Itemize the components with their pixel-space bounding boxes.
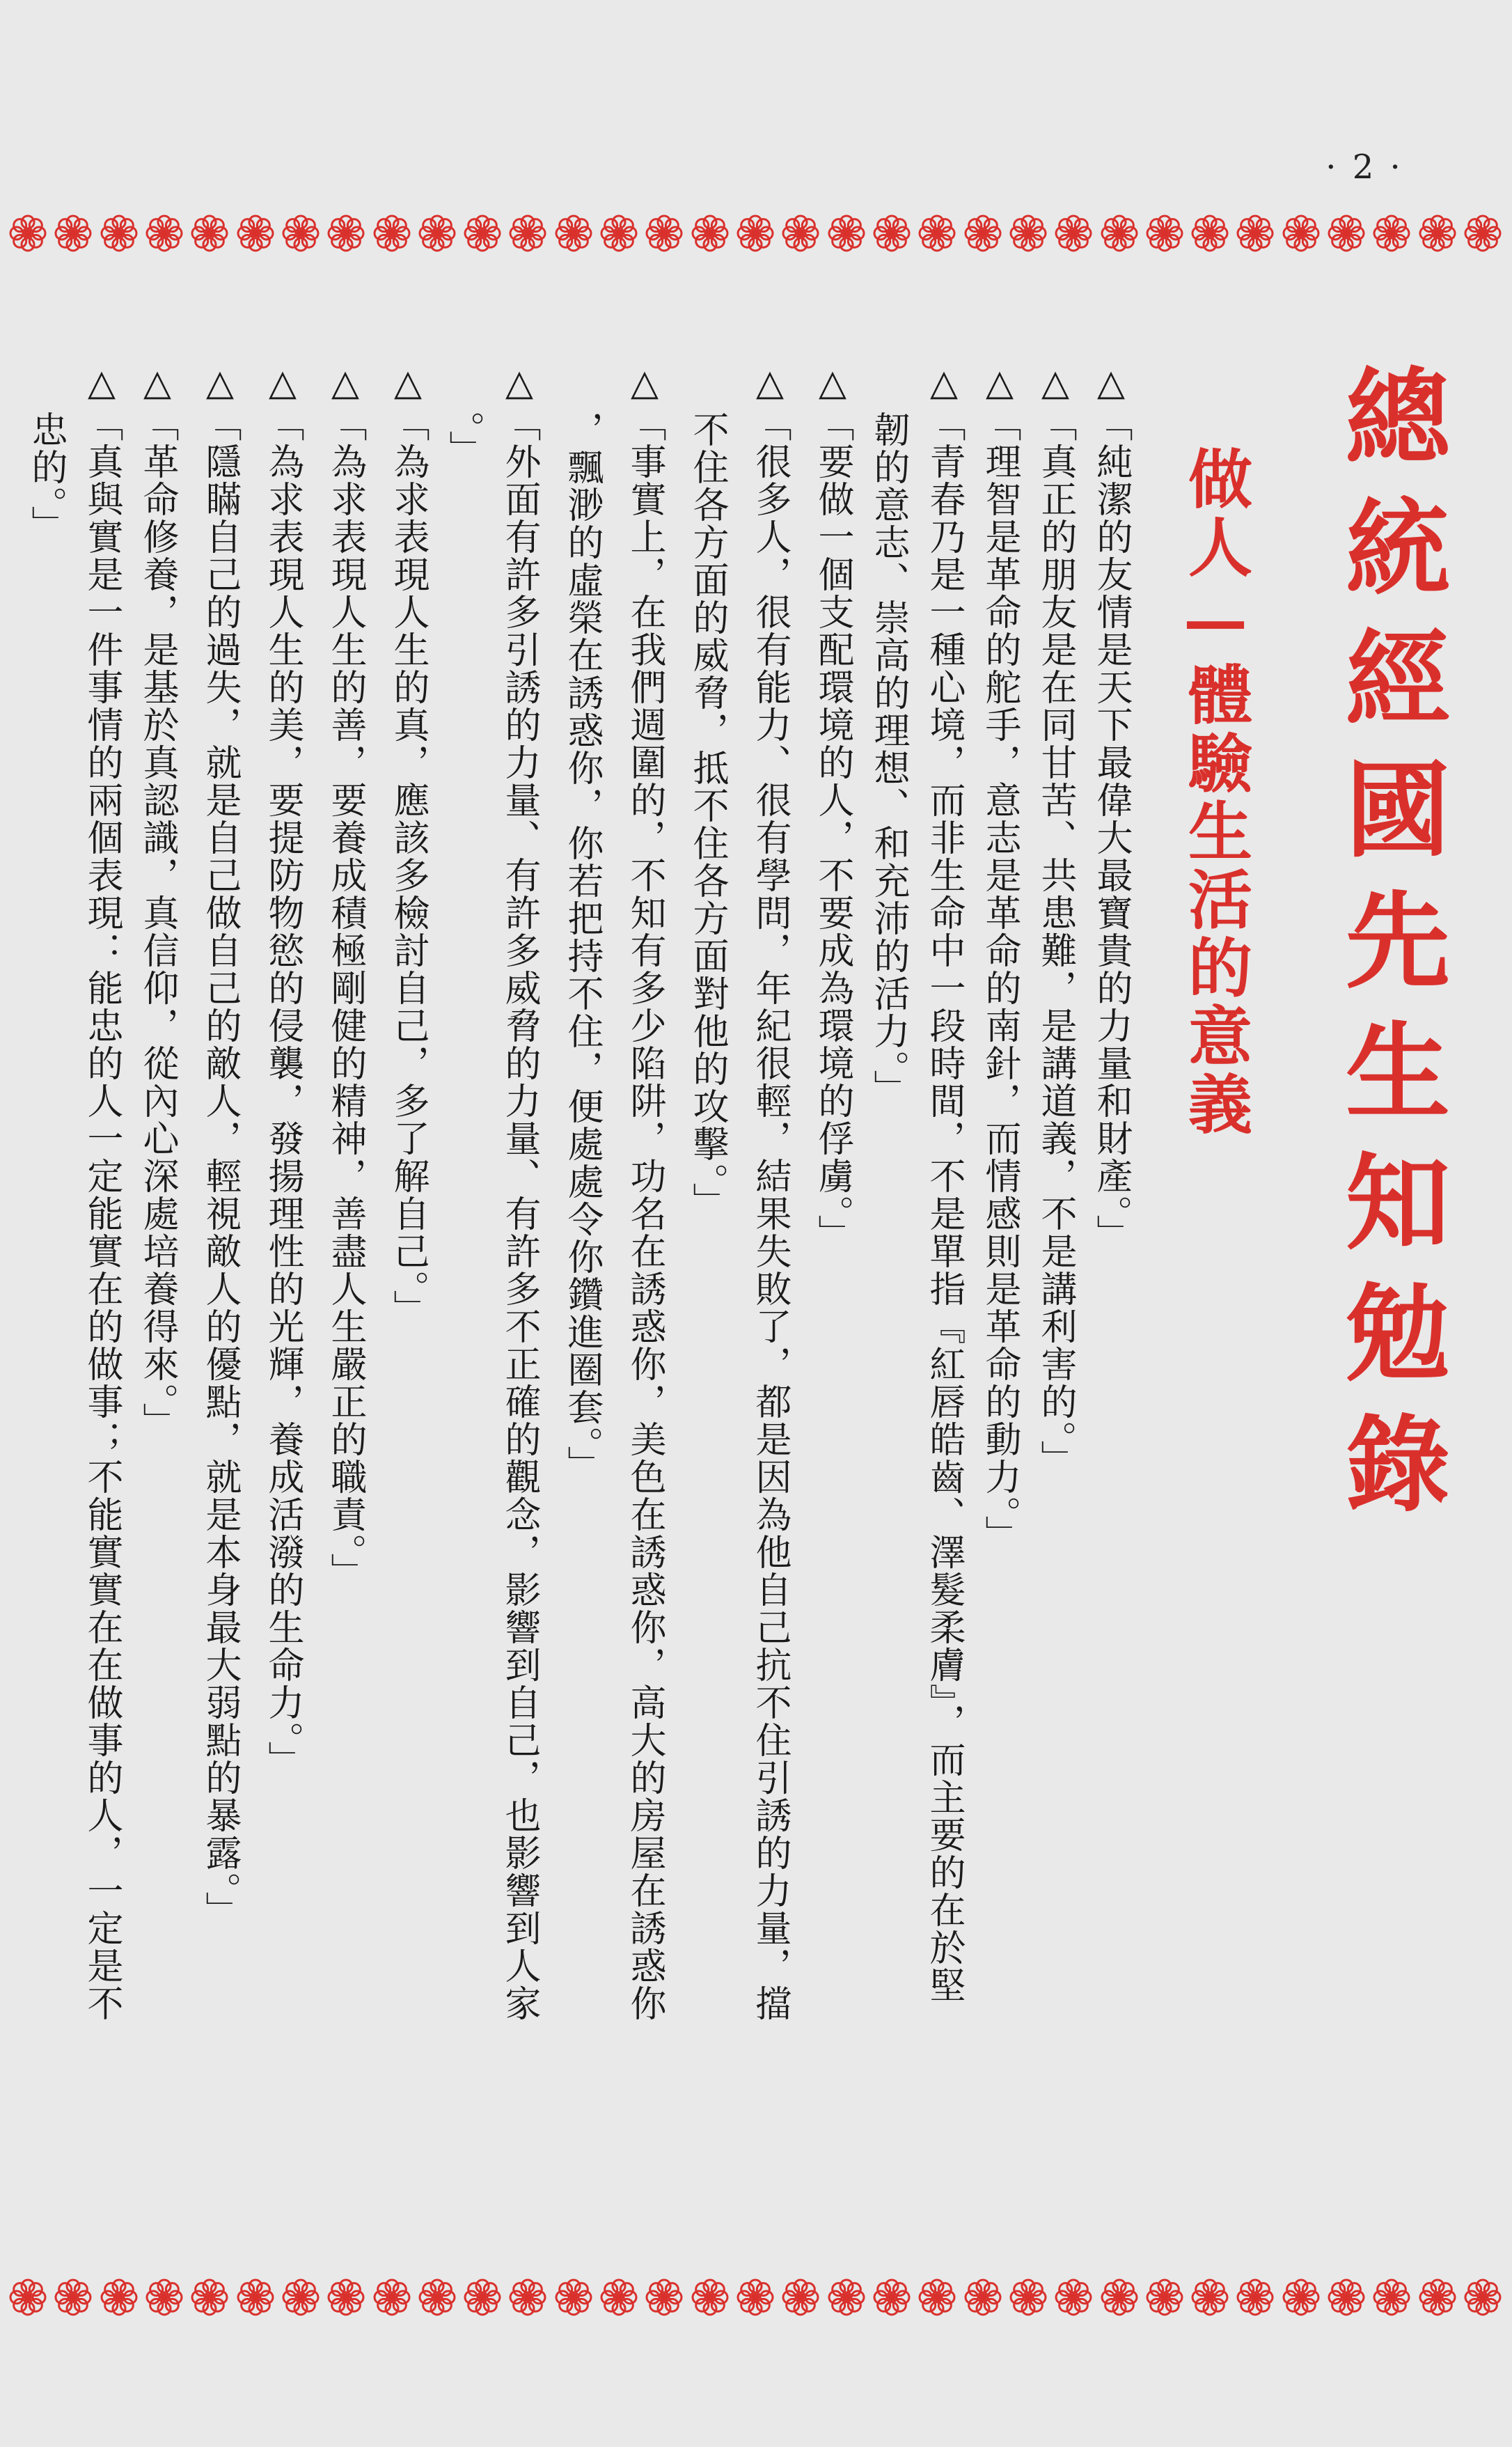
rosette-ornament-icon (1053, 212, 1094, 254)
rosette-ornament-icon (98, 2276, 140, 2318)
rosette-ornament-icon (1007, 2276, 1049, 2318)
text-column-10: ，飄渺的虛榮在誘惑你，你若把持不住，便處處令你鑽進圈套。」 (561, 411, 603, 1483)
top-ornament-border (7, 209, 1504, 258)
text-column-19: 忠的。」 (25, 411, 67, 543)
rosette-ornament-icon (553, 2276, 594, 2318)
rosette-ornament-icon (143, 212, 185, 254)
rosette-ornament-icon (7, 212, 49, 254)
rosette-ornament-icon (1098, 2276, 1140, 2318)
text-column-6: △「要做一個支配環境的人，不要成為環境的俘虜。」 (812, 362, 853, 1252)
article-title: 總統經國先生知勉錄 (1328, 362, 1450, 1540)
rosette-ornament-icon (1371, 2276, 1412, 2318)
rosette-ornament-icon (734, 212, 776, 254)
rosette-ornament-icon (416, 2276, 458, 2318)
rosette-ornament-icon (553, 212, 594, 254)
rosette-ornament-icon (416, 212, 458, 254)
rosette-ornament-icon (1325, 2276, 1367, 2318)
text-column-7: △「很多人，很有能力、很有學問，年紀很輕，結果失敗了，都是因為他自己抗不住引誘的力量，擋 (749, 362, 791, 2022)
text-column-16: △「隱瞞自己的過失，就是自己做自己的敵人，輕視敵人的優點，就是本身最大弱點的暴露。」 (199, 362, 241, 1929)
rosette-ornament-icon (916, 2276, 958, 2318)
rosette-ornament-icon (189, 212, 230, 254)
rosette-ornament-icon (598, 2276, 640, 2318)
rosette-ornament-icon (916, 212, 958, 254)
text-column-12: 。」 (443, 411, 485, 468)
rosette-ornament-icon (1189, 2276, 1231, 2318)
rosette-ornament-icon (462, 2276, 503, 2318)
rosette-ornament-icon (1417, 212, 1458, 254)
rosette-ornament-icon (507, 212, 549, 254)
rosette-ornament-icon (598, 212, 640, 254)
rosette-ornament-icon (462, 212, 503, 254)
text-column-8: 不住各方面的威脅，抵不住各方面對他的攻擊。」 (686, 411, 728, 1220)
text-column-1: △「純潔的友情是天下最偉大最寶貴的力量和財產。」 (1090, 362, 1132, 1252)
text-column-11: △「外面有許多引誘的力量、有許多威脅的力量、有許多不正確的觀念，影響到自己，也影響到人家 (498, 362, 540, 2022)
rosette-ornament-icon (1371, 212, 1412, 254)
rosette-ornament-icon (1053, 2276, 1094, 2318)
rosette-ornament-icon (1234, 2276, 1276, 2318)
text-column-18: △「真與實是一件事情的兩個表現：能忠的人一定能實在的做事；不能實實在在做事的人，一定是不 (81, 362, 123, 2022)
rosette-ornament-icon (325, 2276, 367, 2318)
bottom-ornament-border (7, 2273, 1504, 2322)
page-number: · 2 · (1325, 148, 1403, 187)
rosette-ornament-icon (871, 2276, 913, 2318)
rosette-ornament-icon (507, 2276, 549, 2318)
rosette-ornament-icon (98, 212, 140, 254)
rosette-ornament-icon (1280, 212, 1322, 254)
rosette-ornament-icon (1462, 212, 1504, 254)
rosette-ornament-icon (643, 212, 685, 254)
rosette-ornament-icon (1417, 2276, 1458, 2318)
rosette-ornament-icon (1280, 2276, 1322, 2318)
rosette-ornament-icon (7, 2276, 49, 2318)
rosette-ornament-icon (280, 2276, 322, 2318)
rosette-ornament-icon (780, 212, 821, 254)
text-column-13: △「為求表現人生的真，應該多檢討自己，多了解自己。」 (387, 362, 429, 1327)
rosette-ornament-icon (734, 2276, 776, 2318)
rosette-ornament-icon (189, 2276, 230, 2318)
article-subtitle: 做人—體驗生活的意義 (1178, 446, 1253, 1139)
rosette-ornament-icon (1462, 2276, 1504, 2318)
rosette-ornament-icon (826, 2276, 867, 2318)
text-column-5: 韌的意志、崇高的理想、和充沛的活力。」 (867, 411, 909, 1107)
rosette-ornament-icon (643, 2276, 685, 2318)
rosette-ornament-icon (280, 212, 322, 254)
rosette-ornament-icon (871, 212, 913, 254)
rosette-ornament-icon (689, 2276, 731, 2318)
rosette-ornament-icon (52, 2276, 94, 2318)
text-column-4: △「青春乃是一種心境，而非生命中一段時間，不是單指『紅唇皓齒、澤髮柔膚』，而主要的在於堅 (923, 362, 965, 2004)
rosette-ornament-icon (1234, 212, 1276, 254)
rosette-ornament-icon (962, 2276, 1004, 2318)
rosette-ornament-icon (962, 212, 1004, 254)
rosette-ornament-icon (1144, 212, 1186, 254)
text-column-2: △「真正的朋友是在同甘苦、共患難，是講道義，不是講利害的。」 (1034, 362, 1076, 1478)
rosette-ornament-icon (780, 2276, 821, 2318)
rosette-ornament-icon (1325, 212, 1367, 254)
rosette-ornament-icon (1144, 2276, 1186, 2318)
text-column-17: △「革命修養，是基於真認識，真信仰，從內心深處培養得來。」 (136, 362, 178, 1440)
rosette-ornament-icon (1098, 212, 1140, 254)
rosette-ornament-icon (1189, 212, 1231, 254)
rosette-ornament-icon (826, 212, 867, 254)
text-column-9: △「事實上，在我們週圍的，不知有多少陷阱，功名在誘惑你，美色在誘惑你，高大的房屋在誘惑你 (624, 362, 666, 2022)
rosette-ornament-icon (52, 212, 94, 254)
rosette-ornament-icon (325, 212, 367, 254)
rosette-ornament-icon (371, 212, 413, 254)
text-column-14: △「為求表現人生的善，要養成積極剛健的精神，善盡人生嚴正的職責。」 (324, 362, 366, 1590)
rosette-ornament-icon (371, 2276, 413, 2318)
rosette-ornament-icon (1007, 212, 1049, 254)
rosette-ornament-icon (235, 212, 276, 254)
text-column-3: △「理智是革命的舵手，意志是革命的南針，而情感則是革命的動力。」 (979, 362, 1021, 1553)
rosette-ornament-icon (143, 2276, 185, 2318)
text-column-15: △「為求表現人生的美，要提防物慾的侵襲，發揚理性的光輝，養成活潑的生命力。」 (262, 362, 304, 1778)
rosette-ornament-icon (689, 212, 731, 254)
rosette-ornament-icon (235, 2276, 276, 2318)
